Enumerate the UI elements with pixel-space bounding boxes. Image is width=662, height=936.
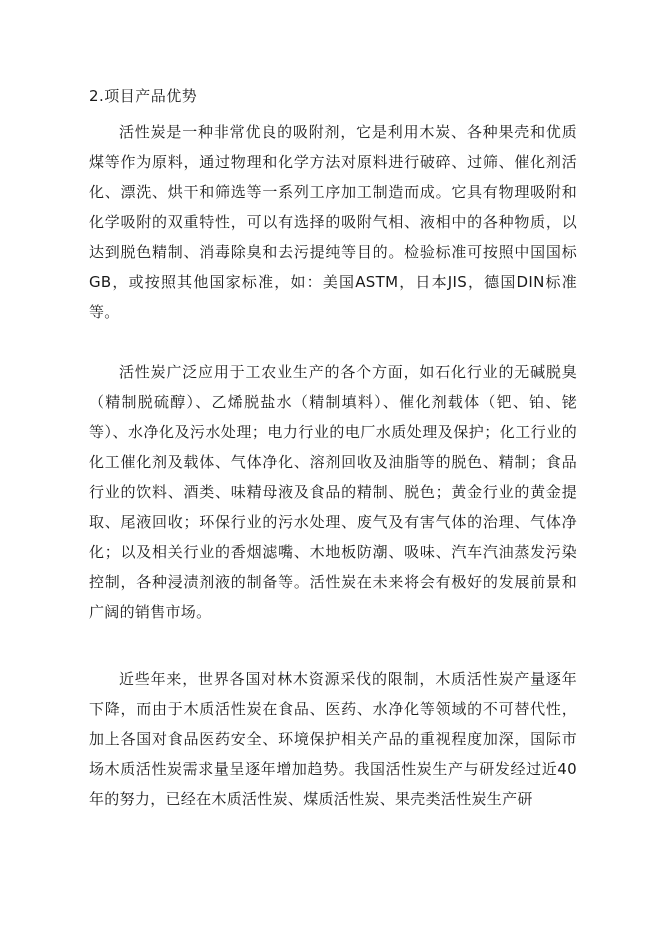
paragraph-applications: 活性炭广泛应用于工农业生产的各个方面，如石化行业的无碱脱臭（精制脱硫醇）、乙烯脱盐水（精制填料）、催化剂载体（钯、铂、铑等）、水净化及污水处理；电力行业的电厂水质处理及保护；化工行业的化工催化剂及载体、气体净化、溶剂回收及油脂等的脱色、精制；食品行业的饮料、酒类、味精母液及食品的精制、脱色；黄金行业的黄金提取、尾液回收；环保行业的污水处理、废气及有害气体的治理、气体净化；以及相关行业的香烟滤嘴、木地板防潮、吸味、汽车汽油蒸发污染控制，各种浸渍剂液的制备等。活性炭在未来将会有极好的发展前景和广阔的销售市场。: [89, 363, 577, 621]
paragraph-market: 近些年来，世界各国对林木资源采伐的限制，木质活性炭产量逐年下降，而由于木质活性炭在食品、医药、水净化等领域的不可替代性，加上各国对食品医药安全、环境保护相关产品的重视程度加深，国际市场木质活性炭需求量呈逐年增加趋势。我国活性炭生产与研发经过近40年的努力，已经在木质活性炭、煤质活性炭、果壳类活性炭生产研: [89, 670, 577, 808]
section-heading: 2.项目产品优势: [89, 87, 198, 105]
paragraph-intro: 活性炭是一种非常优良的吸附剂，它是利用木炭、各种果壳和优质煤等作为原料，通过物理和化学方法对原料进行破碎、过筛、催化剂活化、漂洗、烘干和筛选等一系列工序加工制造而成。它具有物理吸附和化学吸附的双重特性，可以有选择的吸附气相、液相中的各种物质，以达到脱色精制、消毒除臭和去污提纯等目的。检验标准可按照中国国标GB，或按照其他国家标准，如：美国ASTM，日本JIS，德国DIN标准等。: [89, 123, 577, 321]
